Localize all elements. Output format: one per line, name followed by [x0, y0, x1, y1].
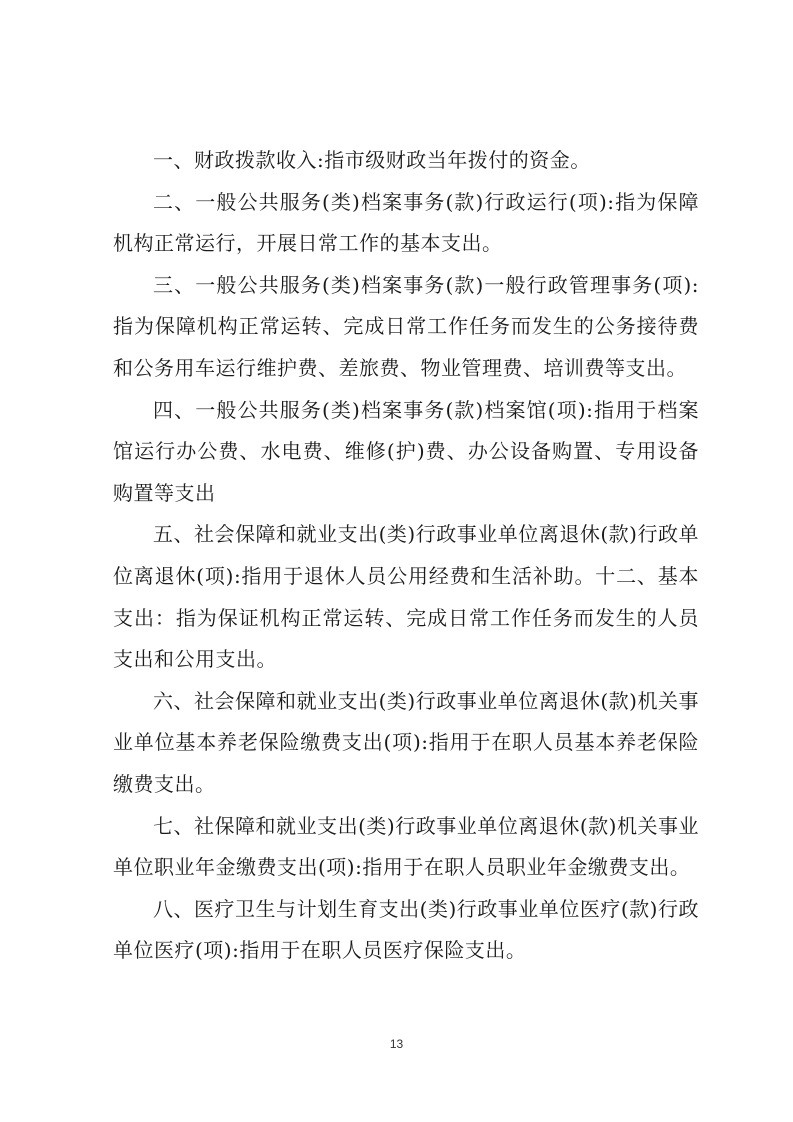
page-number: 13	[389, 1037, 404, 1051]
paragraph-6: 六、社会保障和就业支出(类)行政事业单位离退休(款)机关事业单位基本养老保险缴费支出(项):指用于在职人员基本养老保险缴费支出。	[113, 688, 699, 796]
paragraph-7: 七、社保障和就业支出(类)行政事业单位离退休(款)机关事业单位职业年金缴费支出(项):指用于在职人员职业年金缴费支出。	[113, 813, 699, 880]
paragraph-4: 四、一般公共服务(类)档案事务(款)档案馆(项):指用于档案馆运行办公费、水电费、维修(护)费、办公设备购置、专用设备购置等支出	[113, 397, 699, 505]
paragraph-1: 一、财政拨款收入:指市级财政当年拨付的资金。	[153, 148, 591, 172]
paragraph-8: 八、医疗卫生与计划生育支出(类)行政事业单位医疗(款)行政单位医疗(项):指用于在职人员医疗保险支出。	[113, 896, 699, 963]
document-body	[113, 140, 699, 972]
paragraph-2: 二、一般公共服务(类)档案事务(款)行政运行(项):指为保障机构正常运行，开展日常工作的基本支出。	[113, 189, 699, 256]
paragraph-3: 三、一般公共服务(类)档案事务(款)一般行政管理事务(项):指为保障机构正常运转、完成日常工作任务而发生的公务接待费和公务用车运行维护费、差旅费、物业管理费、培训费等支出。	[113, 272, 699, 380]
paragraph-5: 五、社会保障和就业支出(类)行政事业单位离退休(款)行政单位离退休(项):指用于退休人员公用经费和生活补助。十二、基本支出：指为保证机构正常运转、完成日常工作任务而发生的人员支出和公用支出。	[113, 522, 699, 672]
